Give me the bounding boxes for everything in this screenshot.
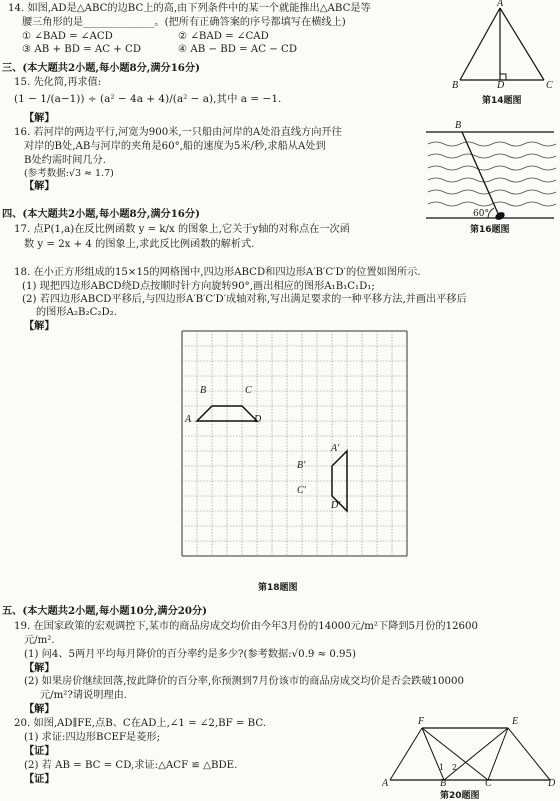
fig18-caption: 第18题图 xyxy=(258,583,298,593)
fig20-label-a: A xyxy=(382,778,389,789)
q19-part1: (1) 问4、5两月平均每月降价的百分率约是多少?(参考数据:√0.9 ≈ 0.95) xyxy=(24,649,356,660)
q20-proof1-label: 【证】 xyxy=(24,745,55,757)
q15-expression: (1 − 1/(a−1)) ÷ (a² − 4a + 4)/(a² − a),其中 a = −1. xyxy=(14,93,282,105)
fig20-caption: 第20题图 xyxy=(440,791,480,801)
fig20-label-c: C xyxy=(485,778,492,789)
fig16-angle-label: 60° xyxy=(473,209,489,219)
q19-part2-line2: 元/m²?请说明理由. xyxy=(40,690,128,701)
q18-line1: 18. 在小正方形组成的15×15的网格图中,四边形ABCD和四边形A′B′C′D′的位置如图所示. xyxy=(14,267,421,278)
fig14-label-c: C xyxy=(546,80,553,91)
q14-option-2: ② ∠BAD = ∠CAD xyxy=(178,31,269,42)
q15-answer-label: 【解】 xyxy=(24,112,55,124)
fig18-label-d-prime: D′ xyxy=(331,500,341,511)
q17-line2: 数 y = 2x + 4 的图象上,求此反比例函数的解析式. xyxy=(24,239,255,250)
q14-line2: 腰三角形的是______________。(把所有正确答案的序号都填写在横线上) xyxy=(22,17,346,28)
fig20-angle-1: 1 xyxy=(439,763,445,772)
q14-option-3: ③ AB + BD = AC + CD xyxy=(22,44,142,55)
fig18-label-b: B xyxy=(200,385,207,396)
fig16-label-b: B xyxy=(455,120,462,131)
fig14-label-b: B xyxy=(452,80,459,91)
fig20-label-b: B xyxy=(440,778,447,789)
fig18-grid xyxy=(160,325,400,580)
q14-option-4: ④ AB − BD = AC − CD xyxy=(178,44,298,55)
fig18-label-c: C xyxy=(245,385,252,396)
q20-line1: 20. 如图,AD∥FE,点B、C在AD上,∠1 = ∠2,BF = BC. xyxy=(14,718,267,729)
fig20-label-f: F xyxy=(418,716,425,727)
q16-line2: 对岸的B处,AB与河岸的夹角是60°,船的速度为5米/秒,求船从A处到 xyxy=(24,141,326,152)
q16-line1: 16. 若河岸的两边平行,河宽为900米,一只船由河岸的A处沿直线方向开往 xyxy=(14,127,342,138)
q18-line3: (2) 若四边形ABCD平移后,与四边形A′B′C′D′成轴对称,写出满足要求的一种平移方法,并画出平移后 xyxy=(22,294,467,305)
fig14-label-d: D xyxy=(497,80,505,91)
section-5-header: 五、(本大题共2小题,每小题10分,满分20分) xyxy=(2,605,207,617)
q14-option-1: ① ∠BAD = ∠ACD xyxy=(22,31,113,42)
fig18-label-c-prime: C′ xyxy=(297,485,306,496)
q19-answer2-label: 【解】 xyxy=(24,703,55,715)
fig18-label-a: A xyxy=(185,414,192,425)
fig16-caption: 第16题图 xyxy=(470,225,510,235)
q17-line1: 17. 点P(1,a)在反比例函数 y = k/x 的图象上,它关于y轴的对称点在一次函 xyxy=(14,224,350,235)
q16-line3: B处约需时间几分. xyxy=(24,155,107,166)
fig18-label-d: D xyxy=(254,414,262,425)
q19-part2-line1: (2) 如果房价继续回落,按此降价的百分率,你预测到7月份该市的商品房成交均价是否会跌破10000 xyxy=(24,676,464,687)
fig20-angle-2: 2 xyxy=(452,763,458,772)
fig20-label-d: D xyxy=(548,778,556,789)
fig14-label-a: A xyxy=(497,0,504,9)
q15-line1: 15. 先化简,再求值: xyxy=(14,77,102,88)
fig18-label-b-prime: B′ xyxy=(297,460,306,471)
q20-proof2-label: 【证】 xyxy=(24,773,55,785)
fig20-label-e: E xyxy=(512,716,519,727)
q18-line4: 的图形A₂B₂C₂D₂. xyxy=(36,307,117,318)
fig20-rhombus xyxy=(382,718,558,788)
q19-answer1-label: 【解】 xyxy=(24,662,55,674)
fig18-label-a-prime: A′ xyxy=(331,443,340,454)
q18-answer-label: 【解】 xyxy=(24,320,55,332)
q16-reference-data: (参考数据:√3 ≈ 1.7) xyxy=(24,168,114,179)
fig14-caption: 第14题图 xyxy=(482,96,522,106)
section-4-header: 四、(本大题共2小题,每小题8分,满分16分) xyxy=(2,208,200,220)
q19-line2: 元/m². xyxy=(24,635,55,646)
q18-line2: (1) 现把四边形ABCD绕D点按顺时针方向旋转90°,画出相应的图形A₁B₁C₁D₁; xyxy=(22,281,375,292)
q20-part1: (1) 求证:四边形BCEF是菱形; xyxy=(24,732,161,743)
q14-line1: 14. 如图,AD是△ABC的边BC上的高,由下列条件中的某一个就能推出△ABC是等 xyxy=(8,3,371,14)
q19-line1: 19. 在国家政策的宏观调控下,某市的商品房成交均价由今年3月份的14000元/m²下降到5月份的12600 xyxy=(14,621,479,632)
q20-part2: (2) 若 AB = BC = CD,求证:△ACF ≌ △BDE. xyxy=(24,760,238,771)
q16-answer-label: 【解】 xyxy=(24,180,55,192)
section-3-header: 三、(本大题共2小题,每小题8分,满分16分) xyxy=(2,62,200,74)
